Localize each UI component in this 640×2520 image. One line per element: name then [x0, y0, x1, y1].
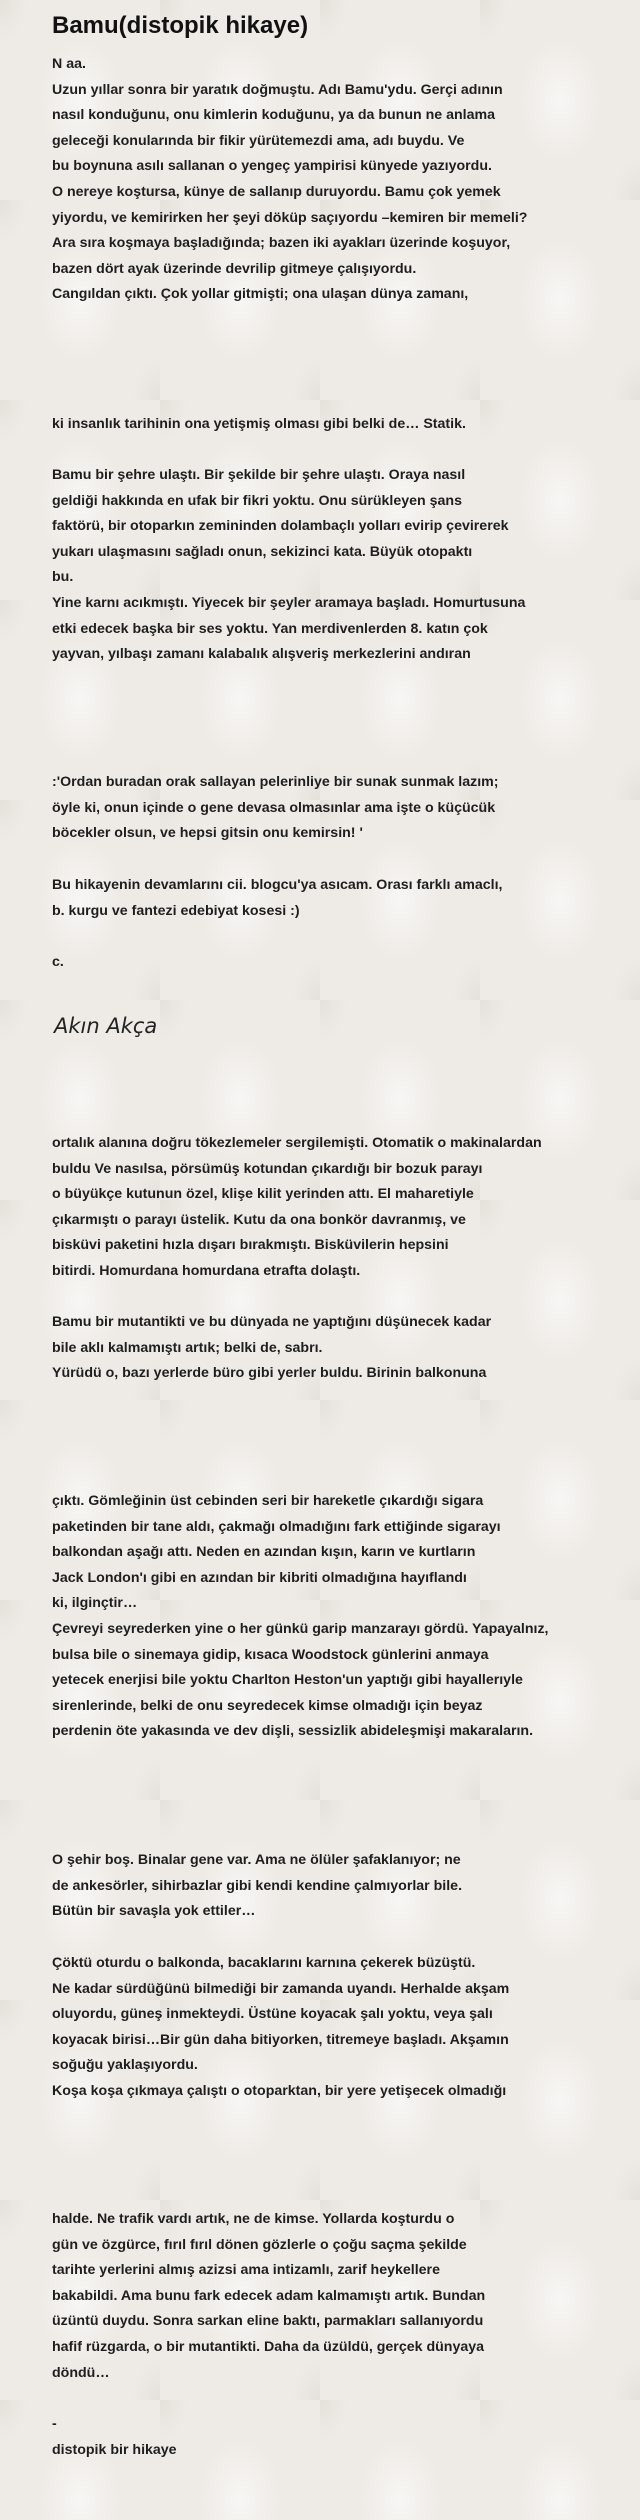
text-line: bazen dört ayak üzerinde devrilip gitmeye çalışıyordu.: [52, 260, 417, 277]
text-line: balkondan aşağı attı. Neden en azından kışın, karın ve kurtların: [52, 1544, 476, 1561]
text-line: koyacak birisi…Bir gün daha bitiyorken, titremeye başladı. Akşamın: [52, 2031, 509, 2048]
text-line: bitirdi. Homurdana homurdana etrafta dolaştı.: [52, 1262, 361, 1279]
text-line: Uzun yıllar sonra bir yaratık doğmuştu. Adı Bamu'ydu. Gerçi adının: [52, 81, 503, 98]
text-line: sirenlerinde, belki de onu seyredecek kimse olmadığı için beyaz: [52, 1697, 483, 1714]
text-line: Bu hikayenin devamlarını cii. blogcu'ya asıcam. Orası farklı amaclı,: [52, 877, 503, 893]
story-paragraph: [52, 412, 632, 438]
text-line: çıktı. Gömleğinin üst cebinden seri bir hareketle çıkardığı sigara: [52, 1493, 484, 1509]
text-line: bisküvi paketini hızla dışarı bırakmıştı. Bisküvilerin hepsini: [52, 1237, 449, 1254]
text-line: :'Ordan buradan orak sallayan pelerinliye bir sunak sunmak lazım;: [52, 774, 499, 790]
text-line: oluyordu, güneş inmekteydi. Üstüne koyacak şalı yoktu, veya şalı: [52, 2006, 493, 2023]
text-line: ki insanlık tarihinin ona yetişmiş olması gibi belki de… Statik.: [52, 416, 466, 432]
text-line: yayvan, yılbaşı zamanı kalabalık alışveriş merkezlerini andıran: [52, 646, 471, 663]
text-line: soğuğu yaklaşıyordu.: [52, 2057, 198, 2074]
author-name: Akın Akça: [54, 1014, 158, 1038]
text-line: Çöktü oturdu o balkonda, bacaklarını karnına çekerek büzüştü.: [52, 1955, 476, 1971]
story-paragraph: [52, 1310, 632, 1387]
story-paragraph: [52, 1131, 632, 1285]
text-line: Çevreyi seyrederken yine o her günkü garip manzarayı gördü. Yapayalnız,: [52, 1620, 549, 1637]
text-line: paketinden bir tane aldı, çakmağı olmadığını fark ettiğinde sigarayı: [52, 1518, 501, 1535]
text-line: de ankesörler, sihirbazlar gibi kendi kendine çalmıyorlar bile.: [52, 1877, 463, 1894]
text-line: nasıl konduğunu, onu kimlerin koduğunu, ya da bunun ne anlama: [52, 107, 495, 124]
text-line: ortalık alanına doğru tökezlemeler sergilemişti. Otomatik o makinalardan: [52, 1135, 542, 1151]
text-line: O nereye koştursa, künye de sallanıp duruyordu. Bamu çok yemek: [52, 183, 501, 200]
text-line: etki edecek başka bir ses yoktu. Yan merdivenlerden 8. katın çok: [52, 620, 488, 637]
text-line: çıkarmıştı o parayı üstelik. Kutu da ona bonkör davranmış, ve: [52, 1211, 466, 1228]
text-line: yiyordu, ve kemirirken her şeyi döküp saçıyordu –kemiren bir memeli?: [52, 209, 528, 226]
text-line: Yürüdü o, bazı yerlerde büro gibi yerler buldu. Birinin balkonuna: [52, 1365, 487, 1382]
text-line: Ne kadar sürdüğünü bilmediği bir zamanda uyandı. Herhalde akşam: [52, 1980, 510, 1997]
text-line: tarihte yerlerini almış azizsi ama intizamlı, zarif heykellere: [52, 2262, 440, 2279]
story-paragraph: [52, 2207, 632, 2386]
text-line: geleceği konularında bir fikir yürütemezdi ama, adı buydu. Ve: [52, 132, 465, 149]
text-line: Bütün bir savaşla yok ettiler…: [52, 1903, 256, 1920]
text-line: Ara sıra koşmaya başladığında; bazen iki ayakları üzerinde koşuyor,: [52, 235, 511, 252]
text-line: bulsa bile o sinemaya gidip, kısaca Woodstock günlerini anmaya: [52, 1646, 489, 1663]
text-line: O şehir boş. Binalar gene var. Ama ne ölüler şafaklanıyor; ne: [52, 1852, 461, 1868]
story-footer: [52, 2412, 632, 2463]
text-line: gün ve özgürce, fırıl fırıl dönen gözlerle o çoğu saçma şekilde: [52, 2236, 467, 2253]
story-paragraph: [52, 1951, 632, 2105]
text-line: c.: [52, 954, 64, 970]
text-line: Jack London'ı gibi en azından bir kibriti olmadığına hayıflandı: [52, 1569, 467, 1586]
text-line: o büyükçe kutunun özel, klişe kilit yerinden attı. El maharetiyle: [52, 1186, 474, 1203]
story-paragraph: [52, 1848, 632, 1925]
text-line: buldu Ve nasılsa, pörsümüş kotundan çıkardığı bir bozuk parayı: [52, 1160, 483, 1177]
story-paragraph: [52, 1489, 632, 1745]
text-line: böcekler olsun, ve hepsi gitsin onu kemirsin! ': [52, 825, 363, 842]
text-line: Bamu bir mutantikti ve bu dünyada ne yaptığını düşünecek kadar: [52, 1314, 492, 1330]
text-line: Cangıldan çıktı. Çok yollar gitmişti; ona ulaşan dünya zamanı,: [52, 286, 469, 303]
text-line: Yine karnı acıkmıştı. Yiyecek bir şeyler aramaya başladı. Homurtusuna: [52, 594, 526, 611]
text-line: halde. Ne trafik vardı artık, ne de kimse. Yollarda koşturdu o: [52, 2211, 455, 2227]
text-line: geldiği hakkında en ufak bir fikri yoktu. Onu sürükleyen şans: [52, 492, 462, 509]
text-line: bu.: [52, 569, 74, 586]
story-paragraph: [52, 873, 632, 924]
text-line: Koşa koşa çıkmaya çalıştı o otoparktan, bir yere yetişecek olmadığı: [52, 2082, 507, 2099]
text-line: hafif rüzgarda, o bir mutantikti. Daha da üzüldü, gerçek dünyaya: [52, 2338, 485, 2355]
text-line: b. kurgu ve fantezi edebiyat kosesi :): [52, 902, 300, 919]
page-title: Bamu(distopik hikaye): [52, 12, 309, 39]
text-line: -: [52, 2416, 57, 2432]
text-line: Bamu bir şehre ulaştı. Bir şekilde bir şehre ulaştı. Oraya nasıl: [52, 467, 466, 483]
text-line: ki, ilginçtir…: [52, 1595, 138, 1612]
text-line: bile aklı kalmamıştı artık; belki de, sabrı.: [52, 1339, 323, 1356]
text-line: yetecek enerjisi bile yoktu Charlton Heston'un yaptığı gibi hayallerıyle: [52, 1672, 523, 1689]
text-line: bakabildi. Ama bunu fark edecek adam kalmamıştı artık. Bundan: [52, 2287, 486, 2304]
text-line: bu boynuna asılı sallanan o yengeç yampirisi künyede yazıyordu.: [52, 158, 492, 175]
story-paragraph: [52, 52, 632, 308]
text-line: yukarı ulaşmasını sağladı onun, sekizinci kata. Büyük otopaktı: [52, 543, 473, 560]
text-line: üzüntü duydu. Sonra sarkan eline baktı, parmakları sallanıyordu: [52, 2313, 484, 2330]
text-line: perdenin öte yakasında ve dev dişli, sessizlik abideleşmişi makaraların.: [52, 1723, 534, 1740]
text-line: N aa.: [52, 56, 86, 72]
text-line: faktörü, bir otoparkın zemininden dolambaçlı yolları evirip çevirerek: [52, 518, 509, 535]
text-line: döndü…: [52, 2364, 110, 2381]
story-paragraph: [52, 463, 632, 668]
story-paragraph: [52, 770, 632, 847]
text-line: öyle ki, onun içinde o gene devasa olmasınlar ama işte o küçücük: [52, 799, 496, 816]
story-paragraph: [52, 950, 632, 976]
text-line: distopik bir hikaye: [52, 2441, 177, 2458]
